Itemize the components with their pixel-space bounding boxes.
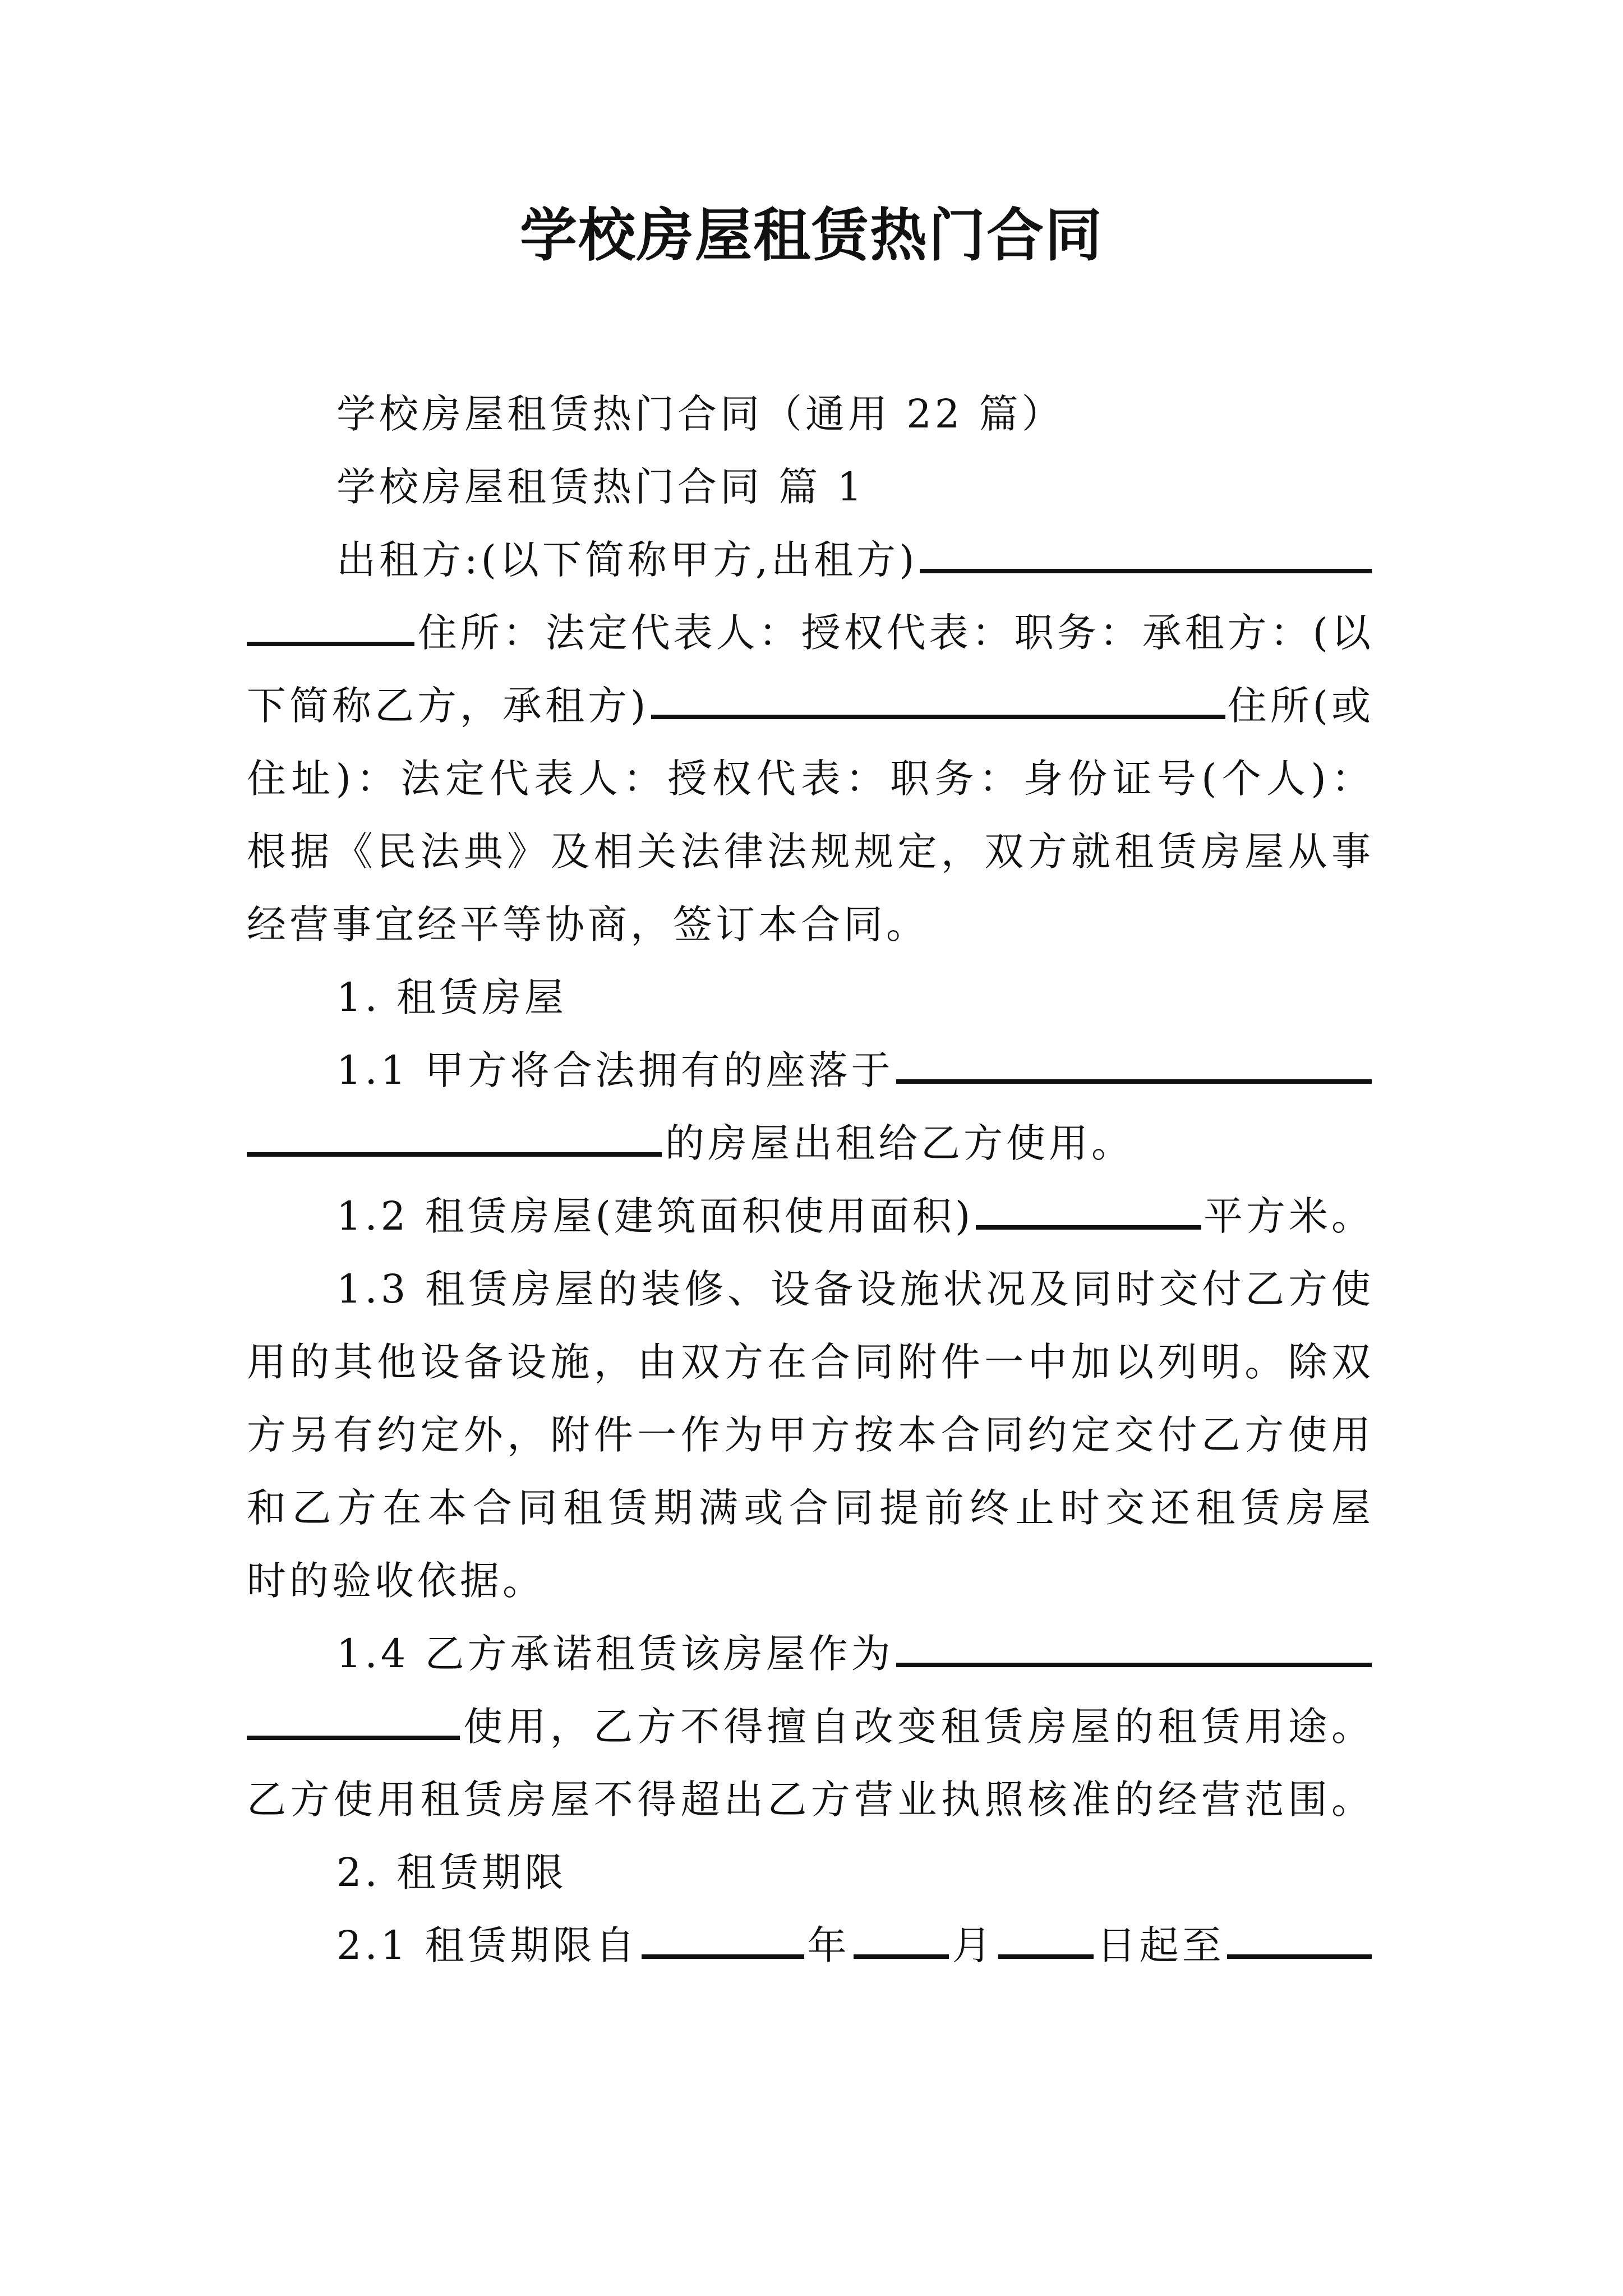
body-line: 用的其他设备设施，由双方在合同附件一中加以列明。除双 bbox=[247, 1339, 1374, 1385]
day-label: 日起至 bbox=[1096, 1922, 1225, 1968]
address-text: 住所：法定代表人：授权代表：职务：承租方：(以 bbox=[417, 610, 1374, 656]
clause-text: 1.2 租赁房屋(建筑面积使用面积) bbox=[336, 1193, 974, 1239]
lessor-blank-cont bbox=[247, 608, 414, 646]
end-year-blank bbox=[1227, 1921, 1372, 1959]
lessee-label: 下简称乙方，承租方) bbox=[247, 683, 649, 729]
clause-text: 1.4 乙方承诺租赁该房屋作为 bbox=[336, 1631, 894, 1677]
term-line bbox=[336, 1918, 1374, 1972]
body-line: 时的验收依据。 bbox=[247, 1558, 545, 1604]
clause-heading: 2. 租赁期限 bbox=[336, 1849, 568, 1895]
usage-blank-cont bbox=[247, 1702, 460, 1740]
clause-line: 1.3 租赁房屋的装修、设备设施状况及同时交付乙方使 bbox=[336, 1266, 1374, 1312]
lessee-blank bbox=[651, 681, 1225, 719]
start-day-blank bbox=[998, 1921, 1094, 1959]
subtitle-line: 学校房屋租赁热门合同（通用 22 篇） bbox=[336, 391, 1064, 437]
lessor-blank bbox=[920, 535, 1372, 573]
lessee-line bbox=[247, 679, 1374, 733]
lessor-line bbox=[336, 533, 1374, 587]
document-title: 学校房屋租赁热门合同 bbox=[520, 202, 1103, 269]
term-text: 2.1 租赁期限自 bbox=[336, 1922, 638, 1968]
clause-text: 1.1 甲方将合法拥有的座落于 bbox=[336, 1047, 894, 1093]
start-year-blank bbox=[642, 1921, 804, 1959]
body-line: 和乙方在本合同租赁期满或合同提前终止时交还租赁房屋 bbox=[247, 1485, 1374, 1531]
lessor-label: 出租方:(以下简称甲方,出租方) bbox=[336, 537, 918, 583]
clause-line bbox=[336, 1627, 1374, 1681]
clause-line bbox=[336, 1043, 1374, 1097]
clause-line bbox=[336, 1189, 1374, 1243]
body-line: 乙方使用租赁房屋不得超出乙方营业执照核准的经营范围。 bbox=[247, 1777, 1374, 1823]
address-line bbox=[247, 606, 1374, 660]
year-label: 年 bbox=[807, 1922, 850, 1968]
body-line: 经营事宜经平等协商，签订本合同。 bbox=[247, 901, 929, 947]
body-line: 方另有约定外，附件一作为甲方按本合同约定交付乙方使用 bbox=[247, 1412, 1374, 1458]
start-month-blank bbox=[854, 1921, 949, 1959]
unit-text: 平方米。 bbox=[1204, 1193, 1374, 1239]
usage-blank bbox=[896, 1629, 1372, 1667]
body-line: 住址)：法定代表人：授权代表：职务：身份证号(个人)： bbox=[247, 756, 1374, 802]
lessee-address-label: 住所(或 bbox=[1227, 683, 1374, 729]
clause-line bbox=[247, 1700, 1374, 1754]
location-blank bbox=[896, 1046, 1372, 1084]
location-blank-cont bbox=[247, 1119, 662, 1157]
month-label: 月 bbox=[952, 1922, 995, 1968]
body-line: 根据《民法典》及相关法律法规规定，双方就租赁房屋从事 bbox=[247, 829, 1374, 875]
area-blank bbox=[976, 1191, 1201, 1230]
clause-heading: 1. 租赁房屋 bbox=[336, 974, 568, 1020]
clause-text: 使用，乙方不得擅自改变租赁房屋的租赁用途。 bbox=[463, 1704, 1374, 1750]
clause-text: 的房屋出租给乙方使用。 bbox=[665, 1120, 1134, 1166]
section-heading-line: 学校房屋租赁热门合同 篇 1 bbox=[336, 464, 866, 510]
clause-line bbox=[247, 1116, 1374, 1170]
